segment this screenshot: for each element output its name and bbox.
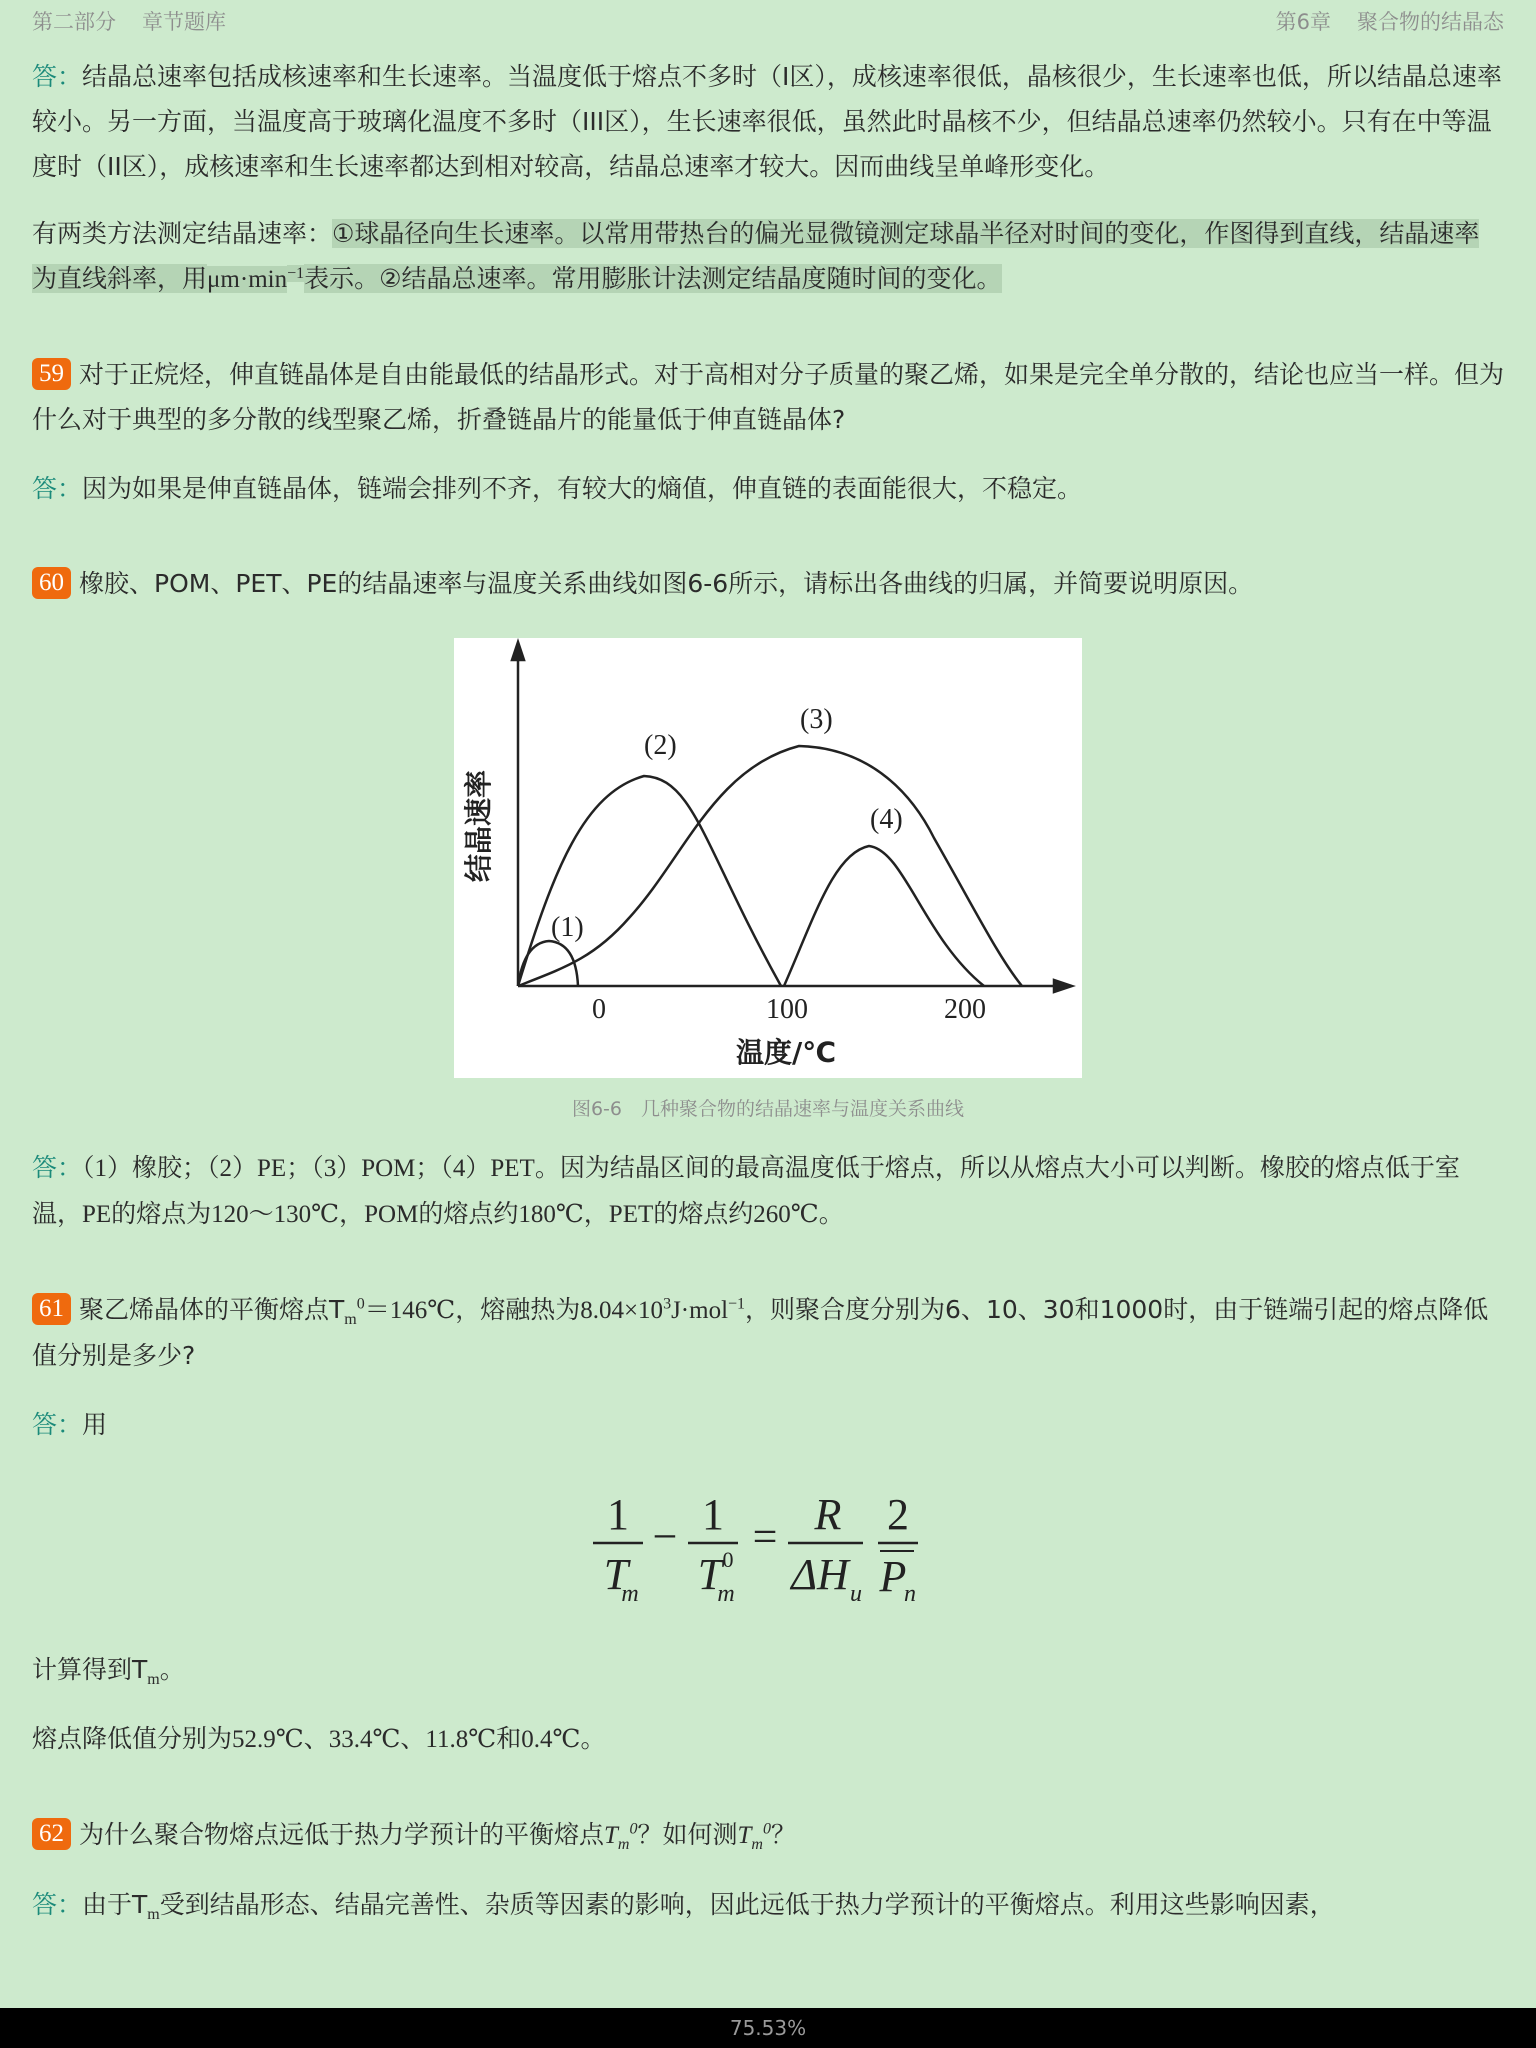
- question-text: 橡胶、POM、PET、PE的结晶速率与温度关系曲线如图6-6所示，请标出各曲线的归属，并简要说明原因。: [79, 569, 1254, 598]
- svg-text:=: =: [752, 1512, 778, 1561]
- svg-text:2: 2: [887, 1490, 909, 1539]
- question-number-badge: 61: [32, 1293, 71, 1325]
- question-59: [32, 352, 1504, 442]
- header-part: 第二部分: [32, 10, 116, 34]
- answer-label: 答：: [32, 1153, 83, 1182]
- unit-sup: −1: [287, 264, 305, 282]
- methods-paragraph: [32, 211, 1504, 302]
- zoom-level: 75.53%: [729, 2016, 807, 2040]
- svg-text:1: 1: [702, 1490, 724, 1539]
- crystallization-rate-chart: [454, 638, 1082, 1078]
- svg-text:P: P: [879, 1552, 907, 1601]
- svg-text:100: 100: [766, 994, 808, 1025]
- answer-text: 因为如果是伸直链晶体，链端会排列不齐，有较大的熵值，伸直链的表面能很大，不稳定。: [82, 474, 1083, 503]
- question-text: 为什么聚合物熔点远低于热力学预计的平衡熔点: [79, 1820, 605, 1849]
- page-header: [0, 0, 1536, 40]
- svg-text:T: T: [603, 1550, 629, 1599]
- calc-line: [32, 1647, 1504, 1692]
- answer-61: [32, 1402, 1504, 1447]
- exponent-2: −1: [728, 1295, 746, 1313]
- question-60: [32, 561, 1504, 606]
- svg-text:0: 0: [592, 994, 606, 1025]
- zoom-status-bar: [0, 2008, 1536, 2048]
- question-61: [32, 1287, 1504, 1378]
- header-left: [32, 6, 226, 36]
- answer-text: 结晶总速率包括成核速率和生长速率。当温度低于熔点不多时（I区），成核速率很低，晶核很少，生长速率也低，所以结晶总速率较小。另一方面，当温度高于玻璃化温度不多时（III区），生长速率很低，虽然此时晶核不少，但结晶总速率仍然较小。只有在中等温度时（II区），成核速率和生长速率都达到相对较高，结晶总速率才较大。因而曲线呈单峰形变化。: [32, 62, 1502, 181]
- header-right: [1276, 6, 1504, 36]
- methods-intro: 有两类方法测定结晶速率：: [32, 219, 333, 248]
- header-section: 章节题库: [142, 10, 226, 34]
- curve-label-2: (2): [644, 730, 677, 761]
- tm0-symbol: $T_m^0$: [737, 1820, 771, 1853]
- answer-paragraph: [32, 54, 1504, 189]
- answer-label: 答：: [32, 62, 83, 91]
- svg-text:R: R: [814, 1490, 842, 1539]
- header-chapter-title: 聚合物的结晶态: [1357, 10, 1504, 34]
- svg-text:n: n: [904, 1581, 916, 1607]
- question-number-badge: 59: [32, 358, 71, 390]
- figure-caption: 图6-6 几种聚合物的结晶速率与温度关系曲线: [571, 1098, 965, 1120]
- formula-image: [588, 1487, 948, 1617]
- page-content: [32, 54, 1504, 1927]
- answer-60: [32, 1145, 1504, 1237]
- question-text: 聚乙烯晶体的平衡熔点T: [79, 1295, 345, 1324]
- question-text-b: ＝146℃，熔融热为8.04×10: [364, 1297, 664, 1324]
- question-text-d: ，则聚合度分别为6、10、30和1000时，由于链端引起的熔点降低值分别是多少?: [32, 1295, 1489, 1370]
- question-text-b: ？如何测: [637, 1820, 738, 1849]
- answer-text: （1）橡胶；（2）PE；（3）POM；（4）PET。因为结晶区间的最高温度低于熔点，所以从熔点大小可以判断。橡胶的熔点低于室温，PE的熔点为120～130℃，POM的熔点约180℃，PET的熔点约260℃。: [32, 1155, 1460, 1228]
- svg-text:−: −: [652, 1512, 678, 1561]
- tm-subscript: m: [344, 1311, 357, 1328]
- answer-text: 由于T: [82, 1890, 148, 1919]
- question-text: 对于正烷烃，伸直链晶体是自由能最低的结晶形式。对于高相对分子质量的聚乙烯，如果是完全单分散的，结论也应当一样。但为什么对于典型的多分散的线型聚乙烯，折叠链晶片的能量低于伸直链晶体?: [32, 360, 1505, 434]
- answer-59: [32, 466, 1504, 511]
- svg-text:温度/℃: 温度/℃: [736, 1036, 837, 1069]
- exponent: 3: [663, 1295, 672, 1313]
- svg-text:u: u: [850, 1581, 862, 1607]
- question-text-c: ？: [770, 1820, 796, 1849]
- melting-point-formula: [32, 1487, 1504, 1617]
- answer-label: 答：: [32, 474, 83, 503]
- curve-label-3: (3): [800, 704, 833, 735]
- svg-text:0: 0: [722, 1547, 734, 1572]
- result-line: [32, 1716, 1504, 1762]
- svg-text:T: T: [697, 1550, 723, 1599]
- figure-6-6: [454, 638, 1082, 1078]
- svg-text:1: 1: [607, 1490, 629, 1539]
- answer-text-b: 受到结晶形态、结晶完善性、杂质等因素的影响，因此远低于热力学预计的平衡熔点。利用这些影响因素，: [159, 1890, 1335, 1919]
- header-chapter: 第6章: [1275, 10, 1331, 34]
- curve-label-4: (4): [870, 804, 903, 835]
- svg-text:m: m: [717, 1581, 735, 1607]
- answer-text: 用: [82, 1410, 108, 1439]
- highlight-2[interactable]: 表示。②结晶总速率。常用膨胀计法测定结晶度随时间的变化。: [304, 264, 1002, 293]
- question-text-c: J·mol: [671, 1297, 729, 1324]
- question-number-badge: 62: [32, 1818, 71, 1850]
- svg-text:ΔH: ΔH: [791, 1550, 849, 1599]
- calc-subscript: m: [147, 1671, 160, 1688]
- tm-superscript: 0: [356, 1295, 365, 1313]
- svg-text:m: m: [621, 1581, 639, 1607]
- answer-label: 答：: [32, 1890, 83, 1919]
- calc-text: 计算得到T: [32, 1655, 148, 1684]
- answer-label: 答：: [32, 1410, 83, 1439]
- question-number-badge: 60: [32, 567, 71, 599]
- tm0-symbol: $T_m^0$: [604, 1820, 638, 1853]
- svg-text:结晶速率: 结晶速率: [462, 769, 495, 882]
- calc-text-end: 。: [159, 1655, 185, 1684]
- svg-text:200: 200: [944, 994, 986, 1025]
- unit[interactable]: μm·min: [207, 266, 288, 293]
- highlight-1[interactable]: ①球晶径向生长速率。以常用带热台的偏光显微镜测定球晶半径对时间的变化，作图得到直线，结晶速率为直线斜率，用: [32, 219, 1480, 293]
- curve-label-1: (1): [551, 912, 584, 943]
- answer-subscript: m: [147, 1906, 160, 1923]
- question-62: [32, 1812, 1504, 1858]
- result-text: 熔点降低值分别为52.9℃、33.4℃、11.8℃和0.4℃。: [32, 1726, 606, 1753]
- answer-62: [32, 1882, 1504, 1927]
